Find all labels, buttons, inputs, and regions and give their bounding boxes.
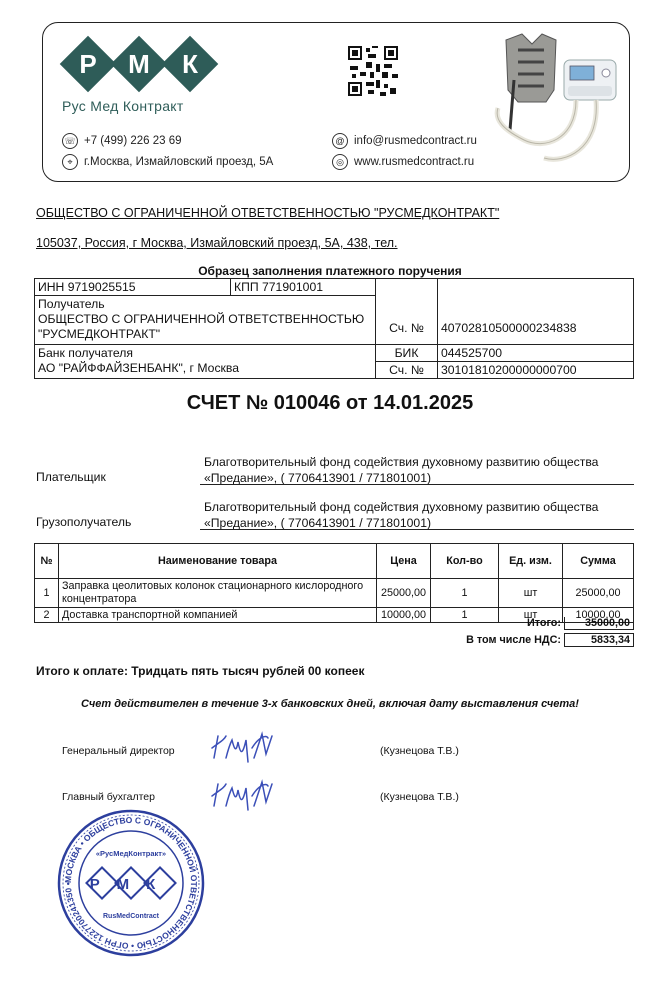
email-contact <box>332 133 477 149</box>
phone-icon: ☏ <box>62 133 78 149</box>
email-icon: @ <box>332 133 348 149</box>
director-name: (Кузнецова Т.В.) <box>380 745 459 757</box>
col-sum: Сумма <box>563 544 634 579</box>
payer-label: Плательщик <box>36 470 106 484</box>
recipient-label: Получатель <box>38 297 105 311</box>
col-number: № <box>35 544 59 579</box>
stamp-bottom-text: RusMedContract <box>102 913 160 920</box>
row-price: 10000,00 <box>377 608 431 623</box>
invoice-title: СЧЕТ № 010046 от 14.01.2025 <box>186 392 474 414</box>
company-stamp <box>56 808 206 958</box>
payer-line-1: Благотворительный фонд содействия духовному развитию общества <box>204 455 599 469</box>
corr-account-value: 30101810200000000700 <box>438 362 634 379</box>
account-number: 40702810500000234838 <box>438 279 634 345</box>
vat-value: 5833,34 <box>564 633 634 647</box>
website-url: www.rusmedcontract.ru <box>354 156 475 168</box>
web-icon: ◎ <box>332 154 348 170</box>
stamp-inner-text: «РусМедКонтракт» <box>95 849 167 858</box>
vat-label: В том числе НДС: <box>466 634 561 646</box>
address-contact <box>62 154 273 170</box>
col-qty: Кол-во <box>431 544 499 579</box>
bank-label: Банк получателя <box>38 346 133 360</box>
total-row <box>420 617 634 630</box>
logo-diamond-1: Р <box>60 36 117 93</box>
medical-device-image <box>484 30 620 170</box>
validity-note: Счет действителен в течение 3-х банковских дней, включая дату выставления счета! <box>81 698 579 710</box>
accountant-signature <box>208 776 278 816</box>
location-icon: ⌖ <box>62 154 78 170</box>
bik-label: БИК <box>376 345 438 362</box>
director-signature <box>208 728 278 768</box>
row-price: 25000,00 <box>377 579 431 608</box>
consignee-line-1: Благотворительный фонд содействия духовному развитию общества <box>204 500 599 514</box>
logo-diamond-2: М <box>111 36 168 93</box>
kpp-cell: КПП 771901001 <box>231 279 376 296</box>
accountant-name: (Кузнецова Т.В.) <box>380 791 459 803</box>
consignee-value <box>204 499 598 531</box>
items-table <box>34 543 634 623</box>
total-label: Итого: <box>526 617 561 629</box>
recipient-name: ОБЩЕСТВО С ОГРАНИЧЕННОЙ ОТВЕТСТВЕННОСТЬЮ "РУСМЕДКОНТРАКТ" <box>38 312 365 341</box>
col-price: Цена <box>377 544 431 579</box>
company-address: 105037, Россия, г Москва, Измайловский проезд, 5А, 438, тел. <box>36 236 398 250</box>
consignee-label: Грузополучатель <box>36 515 132 529</box>
email-address: info@rusmedcontract.ru <box>354 135 477 147</box>
col-unit: Ед. изм. <box>499 544 563 579</box>
logo-diamond-3: К <box>162 36 219 93</box>
recipient-cell <box>35 296 376 345</box>
phone-number: +7 (499) 226 23 69 <box>84 135 182 147</box>
corr-account-label: Сч. № <box>376 362 438 379</box>
row-qty: 1 <box>431 579 499 608</box>
vat-row <box>380 633 634 647</box>
phone-contact <box>62 133 182 149</box>
payment-details-table <box>34 278 634 379</box>
row-sum: 10000,00 <box>563 608 634 623</box>
payer-underline <box>200 484 634 485</box>
company-name: ОБЩЕСТВО С ОГРАНИЧЕННОЙ ОТВЕТСТВЕННОСТЬЮ "РУСМЕДКОНТРАКТ" <box>36 206 500 220</box>
payer-value <box>204 454 598 486</box>
bik-value: 044525700 <box>438 345 634 362</box>
items-header-row <box>35 544 634 579</box>
payment-sample-title: Образец заполнения платежного поручения <box>198 264 462 278</box>
company-logo <box>52 34 222 104</box>
row-sum: 25000,00 <box>563 579 634 608</box>
account-label: Сч. № <box>376 279 438 345</box>
row-unit: шт <box>499 579 563 608</box>
brand-name: Рус Мед Контракт <box>62 98 184 114</box>
accountant-label: Главный бухгалтер <box>62 791 155 803</box>
row-number: 2 <box>35 608 59 623</box>
total-value: 35000,00 <box>564 617 634 630</box>
inn-cell: ИНН 9719025515 <box>35 279 231 296</box>
row-number: 1 <box>35 579 59 608</box>
total-in-words: Итого к оплате: Тридцать пять тысяч рублей 00 копеек <box>36 664 365 678</box>
row-name: Доставка транспортной компанией <box>59 608 377 623</box>
bank-cell <box>35 345 376 379</box>
header-address: г.Москва, Измайловский проезд, 5А <box>84 156 274 168</box>
stamp-outer-text: МОСКВА • ОБЩЕСТВО С ОГРАНИЧЕННОЙ ОТВЕТСТВЕННОСТЬЮ • ОГРН 1227700241350 • <box>62 814 200 952</box>
bank-name: АО "РАЙФФАЙЗЕНБАНК", г Москва <box>38 361 239 375</box>
row-unit: шт <box>499 608 563 623</box>
web-contact <box>332 154 474 170</box>
consignee-underline <box>200 529 634 530</box>
table-row <box>35 579 634 608</box>
stamp-letters: РМК <box>89 876 173 893</box>
payer-line-2: «Предание», ( 7706413901 / 771801001) <box>204 471 432 485</box>
row-name: Заправка цеолитовых колонок стационарного кислородного концентратора <box>59 579 377 608</box>
row-qty: 1 <box>431 608 499 623</box>
director-label: Генеральный директор <box>62 745 175 757</box>
consignee-line-2: «Предание», ( 7706413901 / 771801001) <box>204 516 432 530</box>
qr-code <box>348 46 398 96</box>
col-name: Наименование товара <box>59 544 377 579</box>
